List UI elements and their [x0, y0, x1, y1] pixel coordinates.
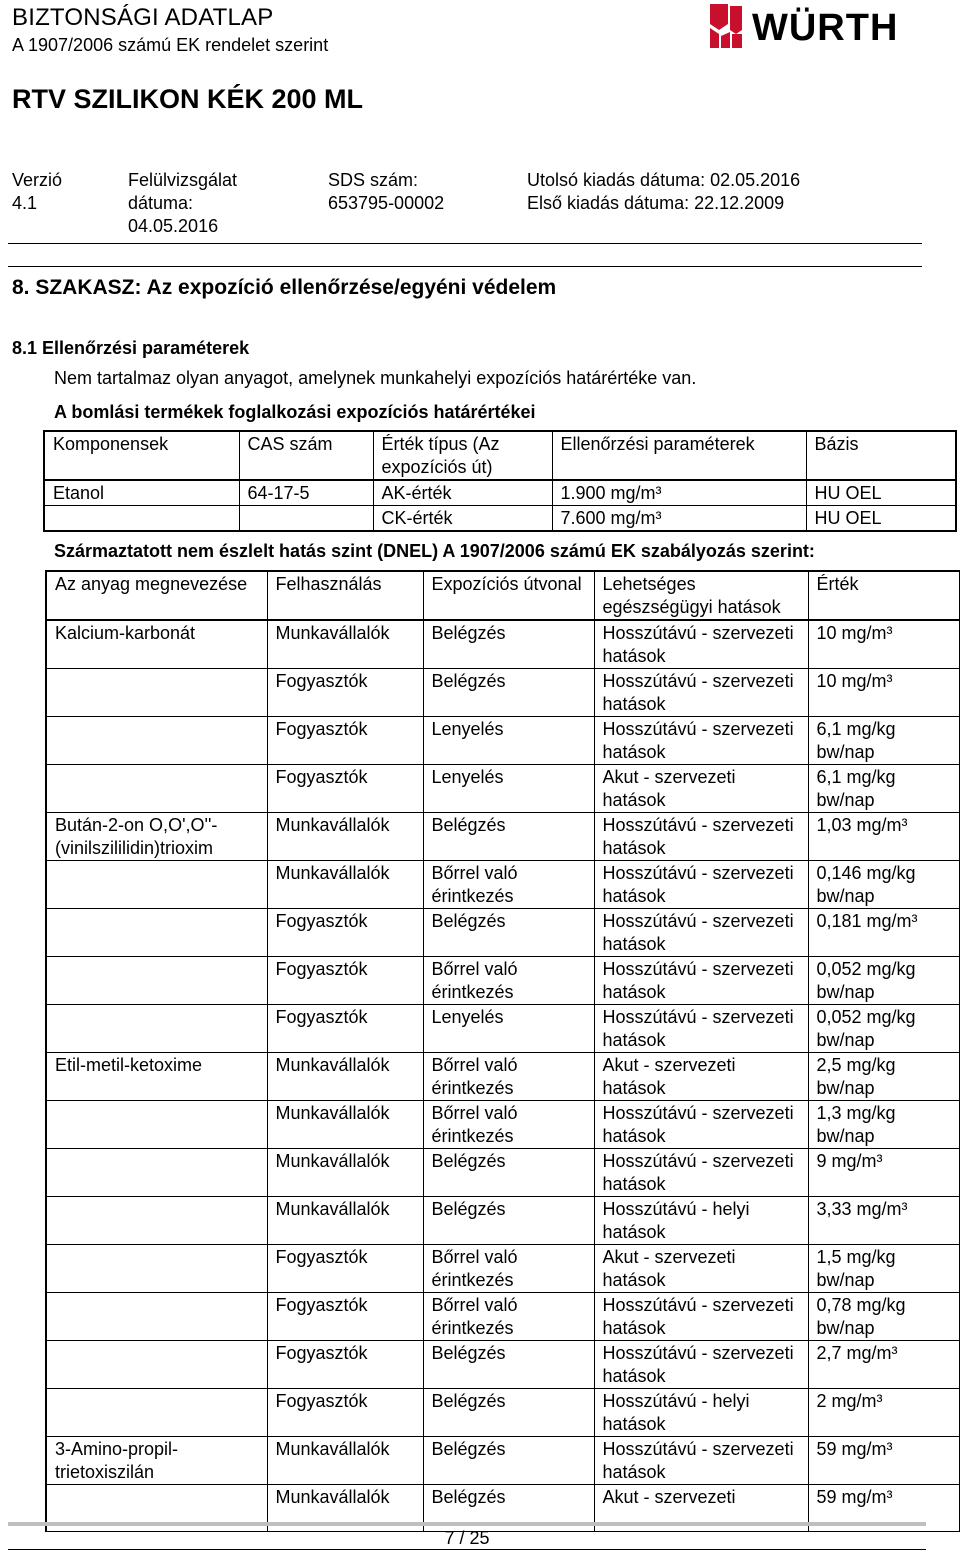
table-row — [46, 1341, 960, 1389]
table-row — [44, 506, 956, 532]
table-cell: Belégzés — [423, 1197, 594, 1245]
table-row — [46, 1005, 960, 1053]
footer-rule — [8, 1549, 926, 1550]
table-cell: Hosszútávú - helyi hatások — [594, 1197, 808, 1245]
table-cell: Munkavállalók — [267, 1197, 423, 1245]
table-cell: HU OEL — [806, 480, 956, 506]
table-cell: Lenyelés — [423, 1005, 594, 1053]
table-cell: Hosszútávú - szervezeti hatások — [594, 861, 808, 909]
table-row — [46, 765, 960, 813]
sds-number: 653795-00002 — [328, 193, 445, 213]
table-header-row — [44, 431, 956, 480]
table-cell — [239, 506, 373, 532]
table-cell: Belégzés — [423, 620, 594, 669]
table-cell: Munkavállalók — [267, 813, 423, 861]
table-row — [46, 861, 960, 909]
table-cell: 2,7 mg/m³ — [808, 1341, 960, 1389]
table-cell: 1,5 mg/kg bw/nap — [808, 1245, 960, 1293]
table-header-cell: Expozíciós útvonal — [423, 571, 594, 620]
table-cell: Hosszútávú - szervezeti hatások — [594, 717, 808, 765]
table-cell: 64-17-5 — [239, 480, 373, 506]
table-cell: Hosszútávú - szervezeti hatások — [594, 909, 808, 957]
table-cell: Hosszútávú - szervezeti hatások — [594, 1293, 808, 1341]
table-cell: CK-érték — [373, 506, 552, 532]
table-row — [46, 1149, 960, 1197]
dnel-table — [45, 570, 960, 1532]
table-cell: Munkavállalók — [267, 620, 423, 669]
table-cell — [46, 765, 267, 813]
document-title: BIZTONSÁGI ADATLAP — [12, 4, 274, 31]
table-cell: Etil-metil-ketoxime — [46, 1053, 267, 1101]
table-row — [46, 1389, 960, 1437]
table-cell: 6,1 mg/kg bw/nap — [808, 717, 960, 765]
table-cell — [46, 1293, 267, 1341]
wurth-logo — [708, 0, 924, 52]
table-cell: 0,181 mg/m³ — [808, 909, 960, 957]
table-header-cell: Felhasználás — [267, 571, 423, 620]
table-cell: Bőrrel való érintkezés — [423, 861, 594, 909]
table-cell: Fogyasztók — [267, 909, 423, 957]
table-row — [46, 1197, 960, 1245]
table-cell: Fogyasztók — [267, 1005, 423, 1053]
review-date: 04.05.2016 — [128, 216, 219, 236]
table-cell: Munkavállalók — [267, 1485, 423, 1532]
table-cell: Fogyasztók — [267, 1245, 423, 1293]
table-cell: 0,78 mg/kg bw/nap — [808, 1293, 960, 1341]
table-cell: 1,3 mg/kg bw/nap — [808, 1101, 960, 1149]
table-cell: Belégzés — [423, 1437, 594, 1485]
table-cell: 0,052 mg/kg bw/nap — [808, 1005, 960, 1053]
table-cell — [46, 1389, 267, 1437]
table-cell: Etanol — [44, 480, 239, 506]
table-row — [46, 957, 960, 1005]
table-cell: Belégzés — [423, 669, 594, 717]
table-row — [46, 1245, 960, 1293]
table-cell: Munkavállalók — [267, 1437, 423, 1485]
table-cell: HU OEL — [806, 506, 956, 532]
table-cell: Hosszútávú - szervezeti hatások — [594, 1005, 808, 1053]
product-name: RTV SZILIKON KÉK 200 ML — [12, 84, 364, 114]
table-cell — [46, 1005, 267, 1053]
first-issue-date: Első kiadás dátuma: 22.12.2009 — [527, 193, 785, 213]
table-cell: Fogyasztók — [267, 765, 423, 813]
table-cell — [44, 506, 239, 532]
table-cell: Kalcium-karbonát — [46, 620, 267, 669]
table-cell: Fogyasztók — [267, 717, 423, 765]
table-cell: 59 mg/m³ — [808, 1485, 960, 1532]
sds-block — [328, 169, 444, 215]
table-cell: Hosszútávú - szervezeti hatások — [594, 1149, 808, 1197]
header-divider-1 — [8, 243, 922, 244]
table-cell: 1.900 mg/m³ — [552, 480, 806, 506]
table-cell — [46, 669, 267, 717]
table-row — [44, 480, 956, 506]
table-cell: 6,1 mg/kg bw/nap — [808, 765, 960, 813]
table-cell: Munkavállalók — [267, 1149, 423, 1197]
table-cell — [46, 1245, 267, 1293]
table-cell: 1,03 mg/m³ — [808, 813, 960, 861]
review-label-line1: Felülvizsgálat — [128, 170, 238, 190]
table-cell: Munkavállalók — [267, 1101, 423, 1149]
table-cell: Bőrrel való érintkezés — [423, 957, 594, 1005]
header-divider-2 — [8, 266, 922, 267]
table-cell: Akut - szervezeti hatások — [594, 765, 808, 813]
table-cell: Fogyasztók — [267, 669, 423, 717]
table-cell: 3-Amino-propil-trietoxiszilán — [46, 1437, 267, 1485]
table-cell: Akut - szervezeti hatások — [594, 1053, 808, 1101]
table-cell: Hosszútávú - szervezeti hatások — [594, 957, 808, 1005]
review-label-line2: dátuma: — [128, 193, 194, 213]
version-label: Verzió — [12, 170, 63, 190]
oel-table-caption: A bomlási termékek foglalkozási expozíciós határértékei — [54, 402, 536, 422]
table-cell — [46, 957, 267, 1005]
table-cell: Bőrrel való érintkezés — [423, 1101, 594, 1149]
version-block — [12, 169, 62, 215]
table-cell: Fogyasztók — [267, 1293, 423, 1341]
table-cell: 7.600 mg/m³ — [552, 506, 806, 532]
table-cell: Bután-2-on O,O',O''-(vinilszililidin)trioxim — [46, 813, 267, 861]
table-row — [46, 1293, 960, 1341]
table-cell: Hosszútávú - szervezeti hatások — [594, 669, 808, 717]
table-cell: Munkavállalók — [267, 861, 423, 909]
table-header-cell: Az anyag megnevezése — [46, 571, 267, 620]
table-header-row — [46, 571, 960, 620]
table-cell: Belégzés — [423, 813, 594, 861]
table-header-cell: Bázis — [806, 431, 956, 480]
table-cell: Belégzés — [423, 1149, 594, 1197]
table-row — [46, 909, 960, 957]
table-cell: Belégzés — [423, 1341, 594, 1389]
table-cell: 3,33 mg/m³ — [808, 1197, 960, 1245]
wurth-logo-mark — [710, 4, 742, 48]
table-cell — [46, 1341, 267, 1389]
table-row — [46, 1101, 960, 1149]
table-cell — [46, 861, 267, 909]
table-cell: Lenyelés — [423, 717, 594, 765]
table-cell: Fogyasztók — [267, 1389, 423, 1437]
page-number: 7 / 25 — [444, 1528, 490, 1548]
table-cell: Hosszútávú - szervezeti hatások — [594, 813, 808, 861]
subsection-title: 8.1 Ellenőrzési paraméterek — [12, 338, 250, 358]
table-cell: Hosszútávú - helyi hatások — [594, 1389, 808, 1437]
footer-bar — [8, 1522, 926, 1526]
table-row — [46, 813, 960, 861]
table-row — [46, 717, 960, 765]
table-header-cell: Ellenőrzési paraméterek — [552, 431, 806, 480]
table-cell: 10 mg/m³ — [808, 620, 960, 669]
table-cell — [46, 1149, 267, 1197]
table-cell: Belégzés — [423, 1485, 594, 1532]
no-oel-note: Nem tartalmaz olyan anyagot, amelynek munkahelyi expozíciós határértéke van. — [54, 368, 697, 388]
table-cell: 0,052 mg/kg bw/nap — [808, 957, 960, 1005]
table-cell: 59 mg/m³ — [808, 1437, 960, 1485]
sds-label: SDS szám: — [328, 170, 419, 190]
table-cell: Hosszútávú - szervezeti hatások — [594, 1437, 808, 1485]
table-cell: Bőrrel való érintkezés — [423, 1245, 594, 1293]
table-row — [46, 1053, 960, 1101]
table-cell: Akut - szervezeti hatások — [594, 1245, 808, 1293]
table-header-cell: Lehetséges egészségügyi hatások — [594, 571, 808, 620]
review-block — [128, 169, 237, 238]
table-cell: 0,146 mg/kg bw/nap — [808, 861, 960, 909]
table-cell: Hosszútávú - szervezeti hatások — [594, 1341, 808, 1389]
table-cell: Fogyasztók — [267, 957, 423, 1005]
table-cell: Hosszútávú - szervezeti hatások — [594, 620, 808, 669]
table-cell: Bőrrel való érintkezés — [423, 1053, 594, 1101]
table-header-cell: Érték — [808, 571, 960, 620]
table-row — [46, 620, 960, 669]
table-cell: Akut - szervezeti — [594, 1485, 808, 1532]
table-cell: 2,5 mg/kg bw/nap — [808, 1053, 960, 1101]
table-row — [46, 669, 960, 717]
table-cell — [46, 1197, 267, 1245]
table-header-cell: CAS szám — [239, 431, 373, 480]
table-cell — [46, 1101, 267, 1149]
table-cell: Belégzés — [423, 909, 594, 957]
table-cell: Fogyasztók — [267, 1341, 423, 1389]
table-cell: Bőrrel való érintkezés — [423, 1293, 594, 1341]
table-header-cell: Érték típus (Az expozíciós út) — [373, 431, 552, 480]
wurth-logo-text: WÜRTH — [752, 7, 899, 49]
table-cell: Belégzés — [423, 1389, 594, 1437]
table-cell — [46, 717, 267, 765]
table-cell: Munkavállalók — [267, 1053, 423, 1101]
section-title: 8. SZAKASZ: Az expozíció ellenőrzése/egyéni védelem — [12, 276, 557, 299]
table-cell: 2 mg/m³ — [808, 1389, 960, 1437]
document-subtitle: A 1907/2006 számú EK rendelet szerint — [12, 35, 329, 55]
table-row — [46, 1437, 960, 1485]
table-cell: 9 mg/m³ — [808, 1149, 960, 1197]
table-cell: Lenyelés — [423, 765, 594, 813]
issue-dates-block — [527, 169, 800, 215]
table-cell — [46, 909, 267, 957]
table-header-cell: Komponensek — [44, 431, 239, 480]
last-issue-date: Utolsó kiadás dátuma: 02.05.2016 — [527, 170, 801, 190]
table-cell: AK-érték — [373, 480, 552, 506]
version-value: 4.1 — [12, 193, 38, 213]
table-cell: 10 mg/m³ — [808, 669, 960, 717]
table-cell: Hosszútávú - szervezeti hatások — [594, 1101, 808, 1149]
oel-table — [43, 430, 957, 532]
dnel-table-caption: Származtatott nem észlelt hatás szint (DNEL) A 1907/2006 számú EK szabályozás szerint: — [54, 541, 815, 561]
